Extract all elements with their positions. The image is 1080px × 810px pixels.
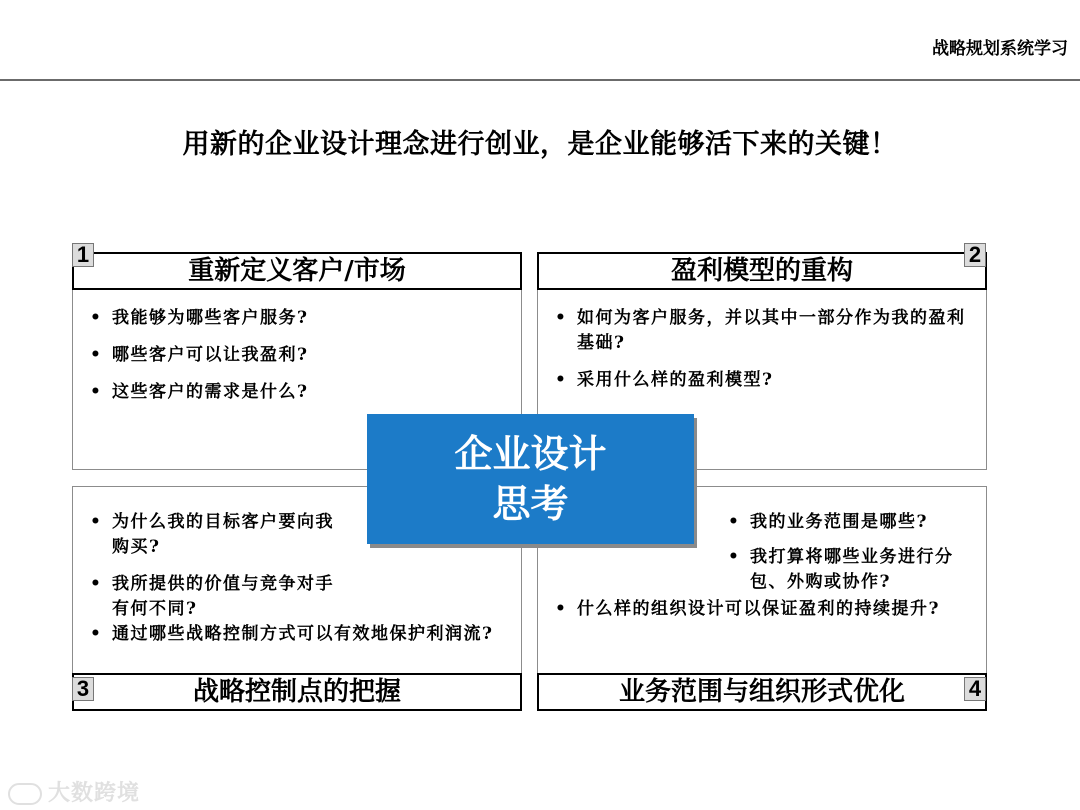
list-item: • 什么样的组织设计可以保证盈利的持续提升? <box>555 597 970 622</box>
list-item: • 这些客户的需求是什么? <box>90 380 510 405</box>
quadrant-2-number: 2 <box>964 243 986 267</box>
quadrant-1-title: 重新定义客户/市场 <box>72 252 522 290</box>
list-item: • 我的业务范围是哪些? <box>728 510 978 535</box>
main-title: 用新的企业设计理念进行创业，是企业能够活下来的关键！ <box>182 129 898 160</box>
center-title-line-2: 思考 <box>492 482 569 526</box>
watermark-text: 大数跨境 <box>48 781 141 806</box>
quadrant-4-number: 4 <box>964 677 986 701</box>
watermark <box>8 776 140 807</box>
quadrant-2-title: 盈利模型的重构 <box>537 252 987 290</box>
list-item: • 通过哪些战略控制方式可以有效地保护利润流? <box>90 622 505 647</box>
list-item: • 如何为客户服务，并以其中一部分作为我的盈利基础? <box>555 306 967 356</box>
header-divider <box>0 79 1080 81</box>
header-title: 战略规划系统学习 <box>932 39 1068 59</box>
quadrant-4-bullets-upper <box>728 510 978 607</box>
list-item: • 我所提供的价值与竞争对手有何不同? <box>90 572 342 622</box>
list-item: • 采用什么样的盈利模型? <box>555 368 967 393</box>
quadrant-3-title: 战略控制点的把握 <box>72 673 522 711</box>
list-item: • 哪些客户可以让我盈利? <box>90 343 510 368</box>
watermark-logo-icon <box>8 783 42 805</box>
list-item: • 我能够为哪些客户服务? <box>90 306 510 331</box>
center-title-line-1: 企业设计 <box>454 432 607 476</box>
quadrant-3-number: 3 <box>72 677 94 701</box>
center-concept-box <box>367 414 694 544</box>
quadrant-4-title: 业务范围与组织形式优化 <box>537 673 987 711</box>
quadrant-1-bullets <box>90 306 510 417</box>
quadrant-4-bullets-lower <box>555 597 970 634</box>
list-item: • 我打算将哪些业务进行分包、外购或协作? <box>728 545 978 595</box>
list-item: • 为什么我的目标客户要向我购买? <box>90 510 342 560</box>
quadrant-1-number: 1 <box>72 243 94 267</box>
quadrant-2-bullets <box>555 306 967 405</box>
